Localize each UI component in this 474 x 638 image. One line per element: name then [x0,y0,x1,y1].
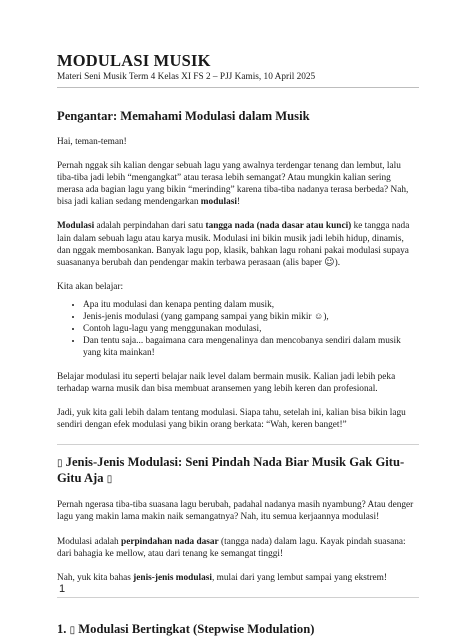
intro-p2-bold-2: tangga nada (nada dasar atau kunci) [205,221,352,232]
missing-glyph-icon: ▯ [69,624,76,636]
types-paragraph-2 [57,536,419,560]
types-p2-bold: perpindahan nada dasar [121,536,219,547]
intro-p2-end: ). [334,257,341,268]
list-item: • Jenis-jenis modulasi (yang gampang sampai yang bikin mikir ☺), [83,311,419,323]
page-content [57,52,419,638]
types-heading-text: Jenis-Jenis Modulasi: Seni Pindah Nada Biar Musik Gak Gitu-Gitu Aja [57,455,405,486]
intro-p1-text: Pernah nggak sih kalian dengar sebuah lagu yang awalnya terdengar tenang dan lembut, lalu tiba-tiba jadi lebih “mengangkat” atau terasa lebih semangat? Atau mungkin kalian sering merasa ada bagian lagu yang bikin “merinding” karena tiba-tiba nadanya terasa berbeda? Nah, bisa jadi kalian sedang mendengarkan [57,161,409,208]
list-item: • Contoh lagu-lagu yang menggunakan modulasi, [83,323,419,335]
list-item: • Apa itu modulasi dan kenapa penting dalam musik, [83,299,419,311]
page-number: 1 [59,583,66,595]
document-subtitle: Materi Seni Musik Term 4 Kelas XI FS 2 – PJJ Kamis, 10 April 2025 [57,72,316,82]
intro-greeting: Hai, teman-teman! [57,137,127,147]
intro-p2-text-2: ke tangga nada lain dalam sebuah lagu atau karya musik. Modulasi ini bikin musik jadi lebih hidup, dinamis, dan nggak membosankan. Banyak lagu pop, klasik, bahkan lagu rohani pakai modulasi supaya suasananya berubah dan pendengar makin terbawa perasaan (alis baper [57,221,410,268]
intro-paragraph-1 [57,160,419,208]
intro-paragraph-3: Belajar modulasi itu seperti belajar naik level dalam bermain musik. Kalian jadi lebih peka terhadap warna musik dan bisa membuat aransemen yang lebih keren dan profesional. [57,371,396,395]
title-divider [57,87,419,88]
missing-glyph-icon: ▯ [57,458,63,470]
learn-lead: Kita akan belajar: [57,281,124,292]
learn-list [57,299,419,359]
types-p3-text-2: , mulai dari yang lembut sampai yang ekstrem! [211,572,387,583]
intro-paragraph-4: Jadi, yuk kita gali lebih dalam tentang modulasi. Siapa tahu, setelah ini, kalian bisa bikin lagu sendiri dengan efek modulasi yang bikin orang berkata: “Wah, keren banget!” [57,408,406,431]
intro-p1-end: ! [236,197,241,208]
intro-paragraph-2 [57,220,419,268]
section-1-heading [57,622,419,638]
types-p2-text-1: Modulasi adalah [57,536,122,547]
section-divider [57,597,419,598]
document-title: MODULASI MUSIK [57,51,211,70]
list-item: • Dan tentu saja... bagaimana cara mengenalinya dan mencobanya sendiri dalam musik yang kita mainkan! [83,335,419,359]
intro-p2-bold-1: Modulasi [57,221,95,232]
intro-p1-bold: modulasi [200,197,237,208]
types-p3-bold: jenis-jenis modulasi [133,572,212,583]
section-1-heading-text: Modulasi Bertingkat (Stepwise Modulation) [78,621,315,636]
types-p2-text-2: (tangga nada) dalam lagu. Kayak pindah suasana: dari bahagia ke mellow, atau dari tenang ke semangat tinggi! [57,536,406,559]
section-1-number: 1. [57,621,67,636]
intro-heading: Pengantar: Memahami Modulasi dalam Musik [57,109,310,123]
smiley-icon: ☺ [324,256,335,268]
types-heading [57,455,419,487]
types-paragraph-1: Pernah ngerasa tiba-tiba suasana lagu berubah, padahal nadanya masih nyambung? Atau denger lagu yang makin lama makin naik semangatnya? Nah, itu semua kerjaannya modulasi! [57,500,414,523]
missing-glyph-icon: ▯ [106,474,113,486]
types-paragraph-3 [57,572,419,584]
types-p3-text-1: Nah, yuk kita bahas [57,572,134,583]
section-divider [57,444,419,445]
intro-p2-text-1: adalah perpindahan dari satu [94,221,206,232]
